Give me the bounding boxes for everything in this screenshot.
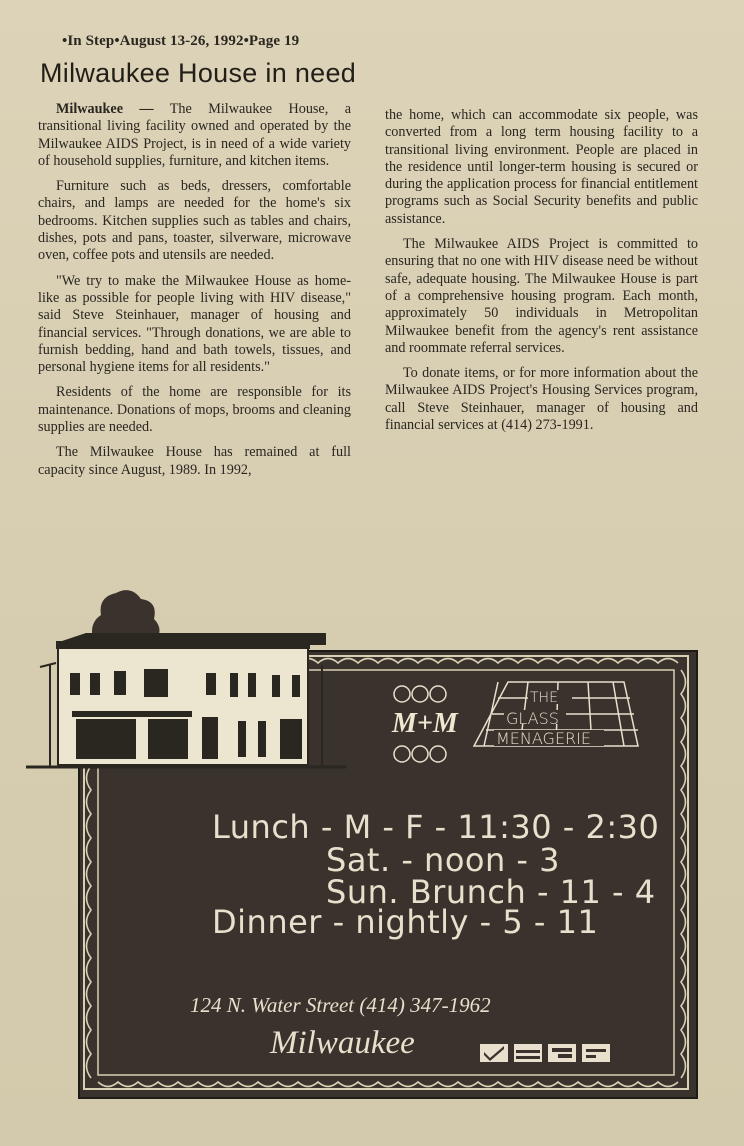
paragraph: To donate items, or for more information about the Milwaukee AIDS Project's Housing Services program, call Steve Steinhauer, manager of housing and financial services at (414) 273-1991. [385, 365, 698, 434]
paragraph: "We try to make the Milwaukee House as home-like as possible for people living with HIV disease," said Steve Steinhauer, manager of housing and financial services. "Through donations, we are able to furnish bedding, hand and bath towels, tissues, and personal hygiene items for all residents." [38, 272, 351, 376]
building-illustration [26, 585, 356, 775]
paragraph: the home, which can accommodate six people, was converted from a long term housing facility to a transitional living environment. People are placed in the residence until longer-term housing is secured or during the application process for financial entitlement programs such as Social Security benefits and public assistance. [385, 107, 698, 227]
restaurant-city: Milwaukee [270, 1025, 415, 1061]
paragraph-text: The Milwaukee House, a transitional living facility owned and operated by the Milwaukee AIDS Project, is in need of a wide variety of household supplies, furniture, and kitchen items. [38, 101, 351, 169]
paragraph: The Milwaukee AIDS Project is committed to ensuring that no one with HIV disease need be without safe, adequate housing. The Milwaukee House is part of a comprehensive housing program. Each month, approximately 50 individuals in Metropolitan Milwaukee benefit from the agency's rent assistance and roommate referral services. [385, 236, 698, 356]
paragraph: Residents of the home are responsible for its maintenance. Donations of mops, brooms and cleaning supplies are needed. [38, 384, 351, 436]
dateline: Milwaukee — [56, 101, 154, 117]
hours-saturday: Sat. - noon - 3 [326, 841, 560, 879]
article-title: Milwaukee House in need [40, 58, 357, 88]
logo-line-menagerie: MENAGERIE [496, 729, 591, 748]
hours-sunday-brunch: Sun. Brunch - 11 - 4 [326, 873, 656, 911]
article-column-left [38, 101, 351, 487]
paragraph [38, 101, 351, 170]
logo-line-glass: GLASS [506, 709, 559, 728]
paragraph: The Milwaukee House has remained at full capacity since August, 1989. In 1992, [38, 444, 351, 478]
paragraph: Furniture such as beds, dressers, comfortable chairs, and lamps are needed for the home's six bedrooms. Kitchen supplies such as tables and chairs, dishes, pots and pans, toaster, silverware, microwave oven, coffee pots and utensils are needed. [38, 178, 351, 264]
hours-dinner: Dinner - nightly - 5 - 11 [212, 903, 599, 941]
logo-line-the: THE [530, 690, 558, 706]
restaurant-address: 124 N. Water Street (414) 347-1962 [190, 993, 491, 1017]
credit-card-icons [480, 1040, 612, 1066]
hours-lunch: Lunch - M - F - 11:30 - 2:30 [212, 808, 660, 846]
article-column-right [385, 107, 698, 442]
masthead-line: •In Step•August 13-26, 1992•Page 19 [62, 33, 300, 49]
logo-initials: M+M [392, 708, 458, 739]
